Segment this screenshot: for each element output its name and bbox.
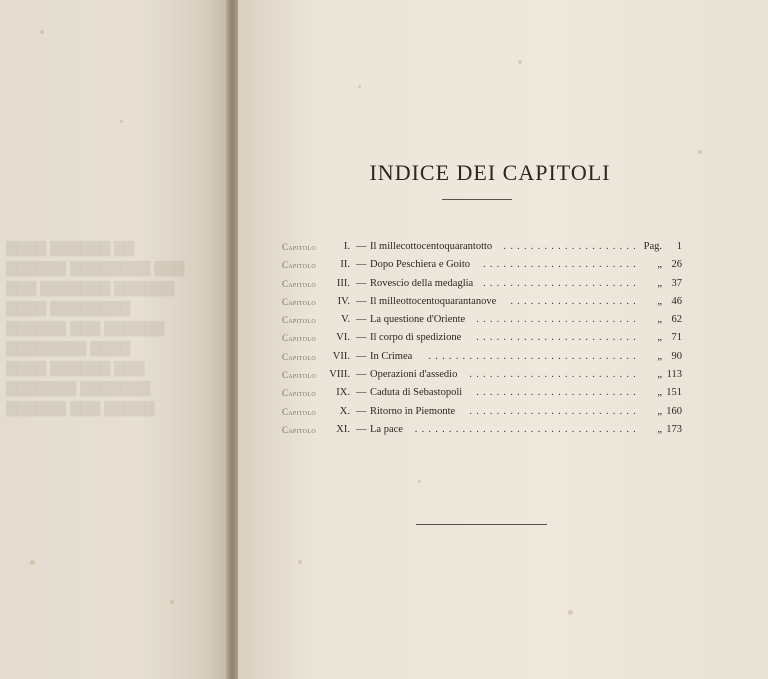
chapter-title: La questione d'Oriente xyxy=(370,314,466,326)
chapter-number: VIII. xyxy=(329,369,350,381)
table-of-contents xyxy=(282,238,682,439)
page-prefix: „ xyxy=(657,277,662,289)
page-number: 71 xyxy=(671,332,682,344)
toc-entry xyxy=(282,256,682,274)
chapter-label: Capitolo xyxy=(282,333,316,344)
chapter-label: Capitolo xyxy=(282,351,316,362)
foxing-spot xyxy=(698,150,702,154)
toc-entry xyxy=(282,329,682,347)
chapter-number: X. xyxy=(339,405,350,417)
page-prefix: „ xyxy=(657,369,662,381)
chapter-dash: — xyxy=(356,241,367,252)
chapter-dash: — xyxy=(356,314,367,326)
dot-leader: ......................... xyxy=(469,369,640,381)
foxing-spot xyxy=(120,120,123,123)
dot-leader: ........................ xyxy=(476,387,640,399)
page-number: 37 xyxy=(671,277,682,289)
page-prefix: „ xyxy=(657,295,662,307)
chapter-number: XI. xyxy=(336,423,350,435)
chapter-title: La pace xyxy=(370,423,403,435)
chapter-dash: — xyxy=(356,405,367,417)
chapter-dash: — xyxy=(356,387,367,399)
left-page xyxy=(0,0,232,679)
page-number: 90 xyxy=(671,350,682,362)
page-number: 1 xyxy=(676,241,682,252)
foxing-spot xyxy=(518,60,522,64)
chapter-label: Capitolo xyxy=(282,315,316,326)
page-number: 46 xyxy=(671,295,682,307)
chapter-label: Capitolo xyxy=(282,242,316,252)
dot-leader: .................... xyxy=(503,241,640,252)
foxing-spot xyxy=(30,560,35,565)
dot-leader: ....................... xyxy=(483,259,640,271)
page-prefix: „ xyxy=(657,259,662,271)
chapter-title: Operazioni d'assedio xyxy=(370,369,458,381)
page-prefix: „ xyxy=(657,314,662,326)
page-number: 160 xyxy=(666,405,682,417)
page-prefix: „ xyxy=(657,387,662,399)
chapter-title: Il corpo di spedizione xyxy=(370,332,462,344)
foxing-spot xyxy=(358,85,361,88)
page-number: 113 xyxy=(666,369,682,381)
chapter-label: Capitolo xyxy=(282,278,316,289)
toc-entry xyxy=(282,348,682,366)
chapter-label: Capitolo xyxy=(282,388,316,399)
dot-leader: ......................... xyxy=(469,405,640,417)
page-prefix: „ xyxy=(657,332,662,344)
chapter-number: I. xyxy=(343,241,350,252)
dot-leader: ................................. xyxy=(414,423,640,435)
chapter-title: Dopo Peschiera e Goito xyxy=(370,259,471,271)
chapter-number: IX. xyxy=(336,387,350,399)
chapter-title: Caduta di Sebastopoli xyxy=(370,387,463,399)
page-prefix: „ xyxy=(657,350,662,362)
chapter-title: Rovescio della medaglia xyxy=(370,277,474,289)
dot-leader: ................... xyxy=(510,295,640,307)
chapter-number: VII. xyxy=(332,350,350,362)
chapter-dash: — xyxy=(356,332,367,344)
chapter-title: Il milleottocentoquarantanove xyxy=(370,295,497,307)
page-prefix: Pag. xyxy=(643,241,662,252)
bleed-through-text: ████ ██████ ██ ██████ ████████ ███ ███ ███████ ██████ ████ ████████ ██████ ███ ██████ ████████ ████ ████ ██████ ███ ███████ ███████ ██████ ███ █████ xyxy=(6,242,185,417)
foxing-spot xyxy=(298,560,302,564)
page-title: INDICE DEI CAPITOLI xyxy=(369,160,611,185)
dot-leader: ............................... xyxy=(428,350,640,362)
chapter-number: V. xyxy=(341,314,350,326)
page-number: 26 xyxy=(671,259,682,271)
foxing-spot xyxy=(170,600,174,604)
chapter-label: Capitolo xyxy=(282,370,316,381)
chapter-label: Capitolo xyxy=(282,296,316,307)
toc-entry xyxy=(282,384,682,402)
page-prefix: „ xyxy=(657,423,662,435)
toc-entry xyxy=(282,403,682,421)
foxing-spot xyxy=(418,480,421,483)
title-rule xyxy=(442,199,512,200)
chapter-title: Il millecottocentoquarantotto xyxy=(370,241,493,252)
toc-entry xyxy=(282,311,682,329)
chapter-dash: — xyxy=(356,277,367,289)
toc-entry xyxy=(282,238,682,256)
foxing-spot xyxy=(40,30,44,34)
page-number: 62 xyxy=(671,314,682,326)
chapter-dash: — xyxy=(356,259,367,271)
page-number: 173 xyxy=(666,423,682,435)
chapter-number: II. xyxy=(340,259,350,271)
page-number: 151 xyxy=(666,387,682,399)
foxing-spot xyxy=(568,610,573,615)
closing-rule xyxy=(416,524,547,525)
toc-entry xyxy=(282,421,682,439)
dot-leader: ........................ xyxy=(476,314,640,326)
chapter-title: Ritorno in Piemonte xyxy=(370,405,456,417)
chapter-number: III. xyxy=(336,277,350,289)
page-prefix: „ xyxy=(657,405,662,417)
chapter-number: IV. xyxy=(337,295,350,307)
chapter-label: Capitolo xyxy=(282,260,316,271)
toc-entry xyxy=(282,293,682,311)
chapter-dash: — xyxy=(356,423,367,435)
toc-entry xyxy=(282,366,682,384)
chapter-dash: — xyxy=(356,295,367,307)
chapter-label: Capitolo xyxy=(282,406,316,417)
chapter-label: Capitolo xyxy=(282,424,316,435)
dot-leader: ........................ xyxy=(476,332,640,344)
chapter-title: In Crimea xyxy=(370,350,413,362)
chapter-dash: — xyxy=(356,369,367,381)
toc-entry xyxy=(282,275,682,293)
chapter-dash: — xyxy=(356,350,367,362)
dot-leader: ....................... xyxy=(483,277,640,289)
chapter-number: VI. xyxy=(336,332,350,344)
